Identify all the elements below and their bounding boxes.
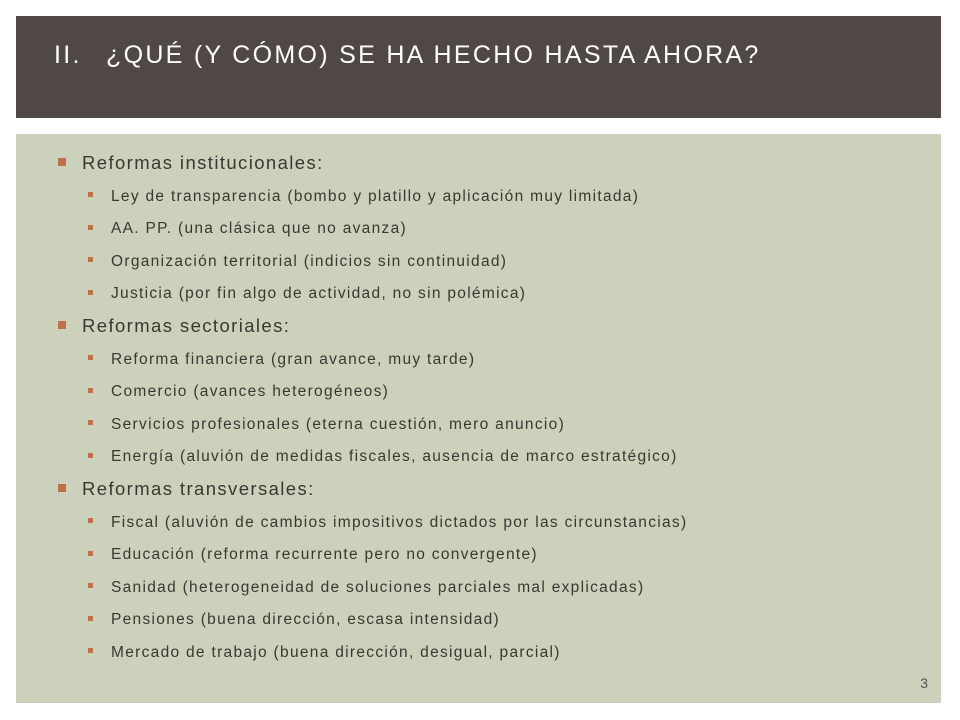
square-bullet-icon xyxy=(88,290,93,295)
page-number: 3 xyxy=(920,675,928,691)
square-bullet-icon xyxy=(88,453,93,458)
slide-title xyxy=(54,41,761,70)
square-bullet-icon xyxy=(88,257,93,262)
list-item xyxy=(88,546,538,564)
list-item-text: Justicia (por fin algo de actividad, no sin polémica) xyxy=(111,285,527,303)
list-item xyxy=(88,579,644,597)
list-item-text: Ley de transparencia (bombo y platillo y aplicación muy limitada) xyxy=(111,187,640,205)
list-item-text: Organización territorial (indicios sin continuidad) xyxy=(111,252,508,270)
section-heading-text: Reformas sectoriales: xyxy=(82,315,291,336)
list-item xyxy=(88,285,526,303)
list-item-text: Sanidad (heterogeneidad de soluciones parciales mal explicadas) xyxy=(111,578,645,596)
square-bullet-icon xyxy=(88,388,93,393)
content-panel xyxy=(16,134,941,703)
list-item-text: Comercio (avances heterogéneos) xyxy=(111,383,390,401)
list-item xyxy=(88,220,407,238)
list-item-text: AA. PP. (una clásica que no avanza) xyxy=(111,220,407,238)
square-bullet-icon xyxy=(88,648,93,653)
list-item-text: Mercado de trabajo (buena dirección, desigual, parcial) xyxy=(111,644,561,661)
section-heading xyxy=(58,478,315,500)
square-bullet-icon xyxy=(88,355,93,360)
square-bullet-icon xyxy=(88,551,93,556)
section-heading-text: Reformas transversales: xyxy=(82,478,315,499)
section-heading xyxy=(58,152,324,174)
square-bullet-icon xyxy=(88,616,93,621)
square-bullet-icon xyxy=(88,225,93,230)
list-item-text: Servicios profesionales (eterna cuestión, mero anuncio) xyxy=(111,415,566,433)
list-item-text: Energía (aluvión de medidas fiscales, ausencia de marco estratégico) xyxy=(111,448,678,466)
list-item xyxy=(88,514,687,532)
list-item xyxy=(88,351,475,369)
square-bullet-icon xyxy=(58,484,66,492)
square-bullet-icon xyxy=(88,192,93,197)
title-text: ¿QUÉ (Y CÓMO) SE HA HECHO HASTA AHORA? xyxy=(106,41,761,69)
list-item xyxy=(88,416,565,434)
square-bullet-icon xyxy=(88,420,93,425)
list-item xyxy=(88,383,389,401)
list-item xyxy=(88,253,507,271)
title-number: II. xyxy=(54,41,82,69)
section-heading-text: Reformas institucionales: xyxy=(82,152,324,173)
list-item xyxy=(88,611,500,629)
square-bullet-icon xyxy=(58,321,66,329)
list-item xyxy=(88,188,639,206)
square-bullet-icon xyxy=(88,583,93,588)
list-item xyxy=(88,448,678,466)
square-bullet-icon xyxy=(58,158,66,166)
list-item-text: Educación (reforma recurrente pero no convergente) xyxy=(111,546,538,564)
list-item-text: Pensiones (buena dirección, escasa intensidad) xyxy=(111,611,500,629)
list-item-text: Fiscal (aluvión de cambios impositivos dictados por las circunstancias) xyxy=(111,513,688,531)
list-item xyxy=(88,644,561,662)
section-heading xyxy=(58,315,290,337)
square-bullet-icon xyxy=(88,518,93,523)
list-item-text: Reforma financiera (gran avance, muy tarde) xyxy=(111,350,476,368)
